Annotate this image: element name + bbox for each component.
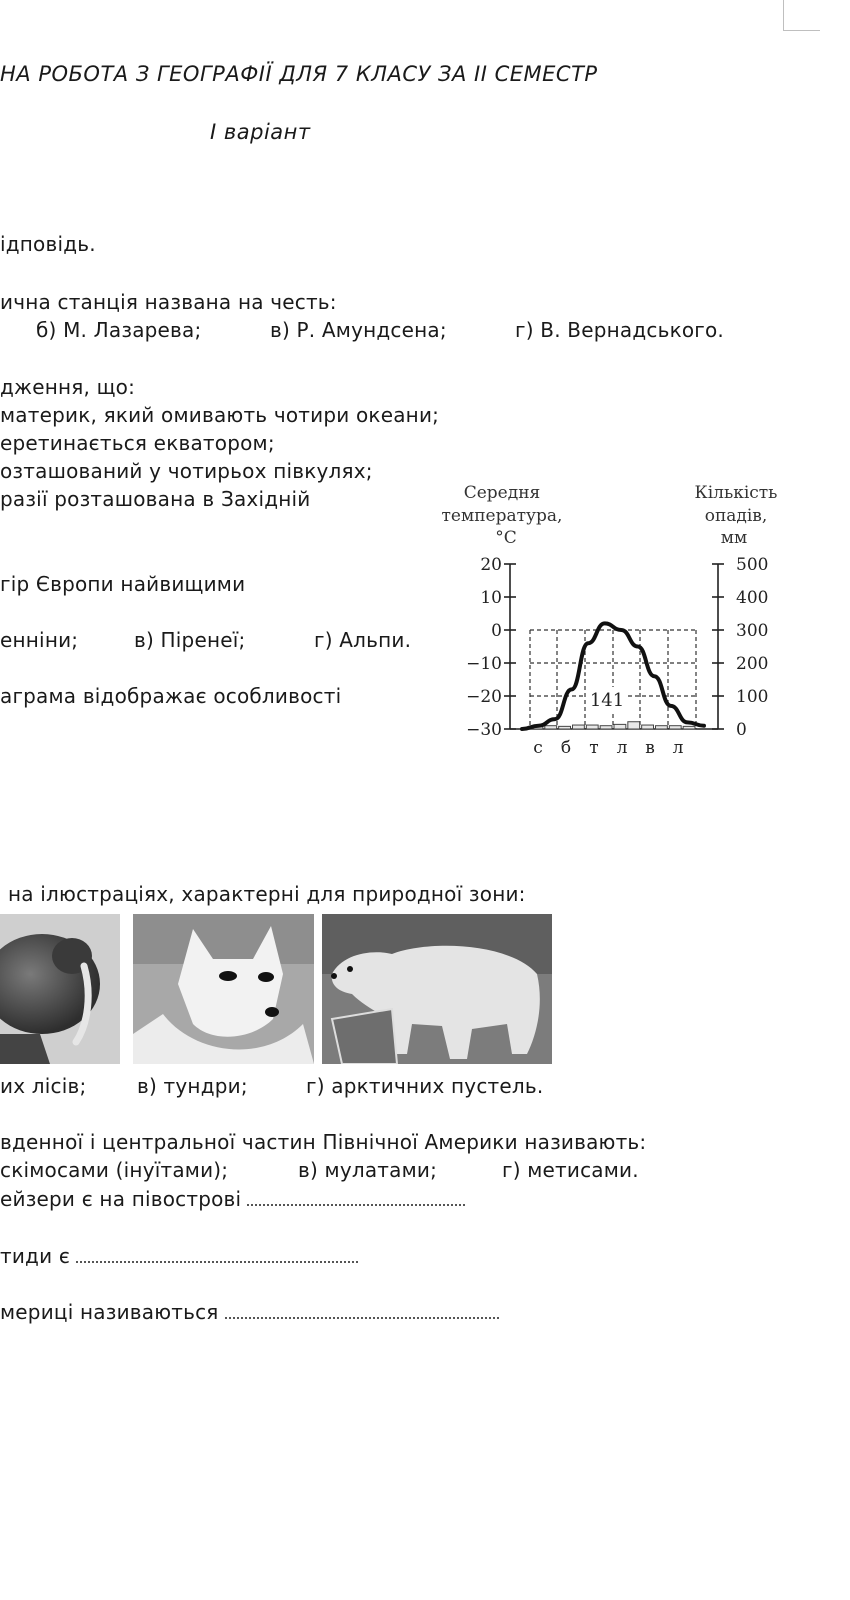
question-station-option-b: б) М. Лазарева; bbox=[36, 318, 202, 342]
question-people-option-b: скімосами (інуїтами); bbox=[0, 1158, 229, 1182]
x-tick-label: л bbox=[672, 738, 684, 758]
left-title-line-3: °C bbox=[495, 528, 517, 548]
question-people-option-g: г) метисами. bbox=[502, 1158, 639, 1182]
x-tick-label: в bbox=[645, 738, 655, 758]
page-corner bbox=[783, 0, 820, 31]
right-tick-label: 400 bbox=[736, 588, 769, 608]
question-mountains-stem: гір Європи найвищими bbox=[0, 572, 246, 596]
left-tick-label: 20 bbox=[480, 555, 502, 575]
left-tick-label: −20 bbox=[466, 687, 502, 707]
right-tick-label: 200 bbox=[736, 654, 769, 674]
precipitation-bar bbox=[656, 726, 668, 729]
left-title-line-1: Середня bbox=[463, 483, 541, 503]
polar-bear-photo bbox=[322, 914, 552, 1064]
x-tick-label: б bbox=[560, 738, 572, 758]
precipitation-bar bbox=[614, 724, 626, 729]
question-zone-option-g: г) арктичних пустель. bbox=[306, 1074, 544, 1098]
precipitation-bar bbox=[573, 725, 585, 729]
right-title-line-3: мм bbox=[720, 528, 748, 548]
question-zone-stem: на ілюстраціях, характерні для природної зони: bbox=[8, 882, 526, 906]
right-tick-label: 0 bbox=[736, 720, 747, 740]
left-tick-label: 10 bbox=[480, 588, 502, 608]
fill-in-prompt-3: мериці називаються bbox=[0, 1300, 219, 1324]
question-statement-stem: дження, що: bbox=[0, 375, 136, 399]
fill-in-prompt-2: тиди є bbox=[0, 1244, 71, 1268]
precipitation-bar bbox=[628, 722, 640, 729]
question-mountains-option-g: г) Альпи. bbox=[314, 628, 412, 652]
question-station-option-g: г) В. Вернадського. bbox=[515, 318, 724, 342]
kiwi-bird-photo bbox=[0, 914, 120, 1064]
right-tick-label: 500 bbox=[736, 555, 769, 575]
precipitation-bar bbox=[642, 725, 654, 729]
precipitation-bar bbox=[683, 726, 695, 729]
answer-blank-3[interactable] bbox=[225, 1316, 499, 1319]
x-tick-label: л bbox=[616, 738, 628, 758]
chart-annotation: 141 bbox=[589, 690, 625, 711]
right-tick-label: 300 bbox=[736, 621, 769, 641]
left-tick-label: 0 bbox=[491, 621, 502, 641]
question-statement-line-1: материк, який омивають чотири океани; bbox=[0, 403, 440, 427]
question-mountains-option-v: в) Піренеї; bbox=[134, 628, 246, 652]
fill-in-row-3 bbox=[0, 1300, 499, 1324]
fill-in-row-2 bbox=[0, 1244, 358, 1268]
question-zone-option-v: в) тундри; bbox=[137, 1074, 248, 1098]
fill-in-prompt-1: ейзери є на півострові bbox=[0, 1187, 242, 1211]
question-people-stem: вденної і центральної частин Північної Америки називають: bbox=[0, 1130, 647, 1154]
left-tick-label: −30 bbox=[466, 720, 502, 740]
arctic-fox-photo bbox=[133, 914, 314, 1064]
climate-chart bbox=[420, 476, 790, 776]
question-station-stem: ична станція названа на честь: bbox=[0, 290, 337, 314]
precipitation-bar bbox=[545, 726, 557, 729]
right-title-line-2: опадів, bbox=[704, 506, 768, 526]
question-people-option-v: в) мулатами; bbox=[298, 1158, 438, 1182]
left-tick-label: −10 bbox=[466, 654, 502, 674]
precipitation-bar bbox=[559, 726, 571, 729]
right-tick-label: 100 bbox=[736, 687, 769, 707]
precipitation-bar bbox=[586, 725, 598, 729]
right-title-line-1: Кількість bbox=[694, 483, 778, 503]
question-statement-line-2: еретинається екватором; bbox=[0, 431, 275, 455]
question-mountains-option-b: енніни; bbox=[0, 628, 79, 652]
question-zone-option-b: их лісів; bbox=[0, 1074, 87, 1098]
question-statement-line-3: озташований у чотирьох півкулях; bbox=[0, 459, 373, 483]
answer-blank-1[interactable] bbox=[247, 1203, 465, 1206]
question-statement-line-4: разії розташована в Західній bbox=[0, 487, 311, 511]
precipitation-bar bbox=[600, 726, 612, 729]
page-title: НА РОБОТА З ГЕОГРАФІЇ ДЛЯ 7 КЛАСУ ЗА ІІ СЕМЕСТР bbox=[0, 62, 598, 86]
answer-blank-2[interactable] bbox=[76, 1260, 358, 1263]
x-tick-label: т bbox=[589, 738, 599, 758]
left-title-line-2: температура, bbox=[441, 506, 563, 526]
instruction-text: ідповідь. bbox=[0, 232, 96, 256]
x-tick-label: с bbox=[533, 738, 543, 758]
precipitation-bar bbox=[669, 726, 681, 729]
variant-label: І варіант bbox=[210, 120, 311, 144]
fill-in-row-1 bbox=[0, 1187, 465, 1211]
question-diagram-stem: аграма відображає особливості bbox=[0, 684, 342, 708]
question-station-option-v: в) Р. Амундсена; bbox=[270, 318, 447, 342]
